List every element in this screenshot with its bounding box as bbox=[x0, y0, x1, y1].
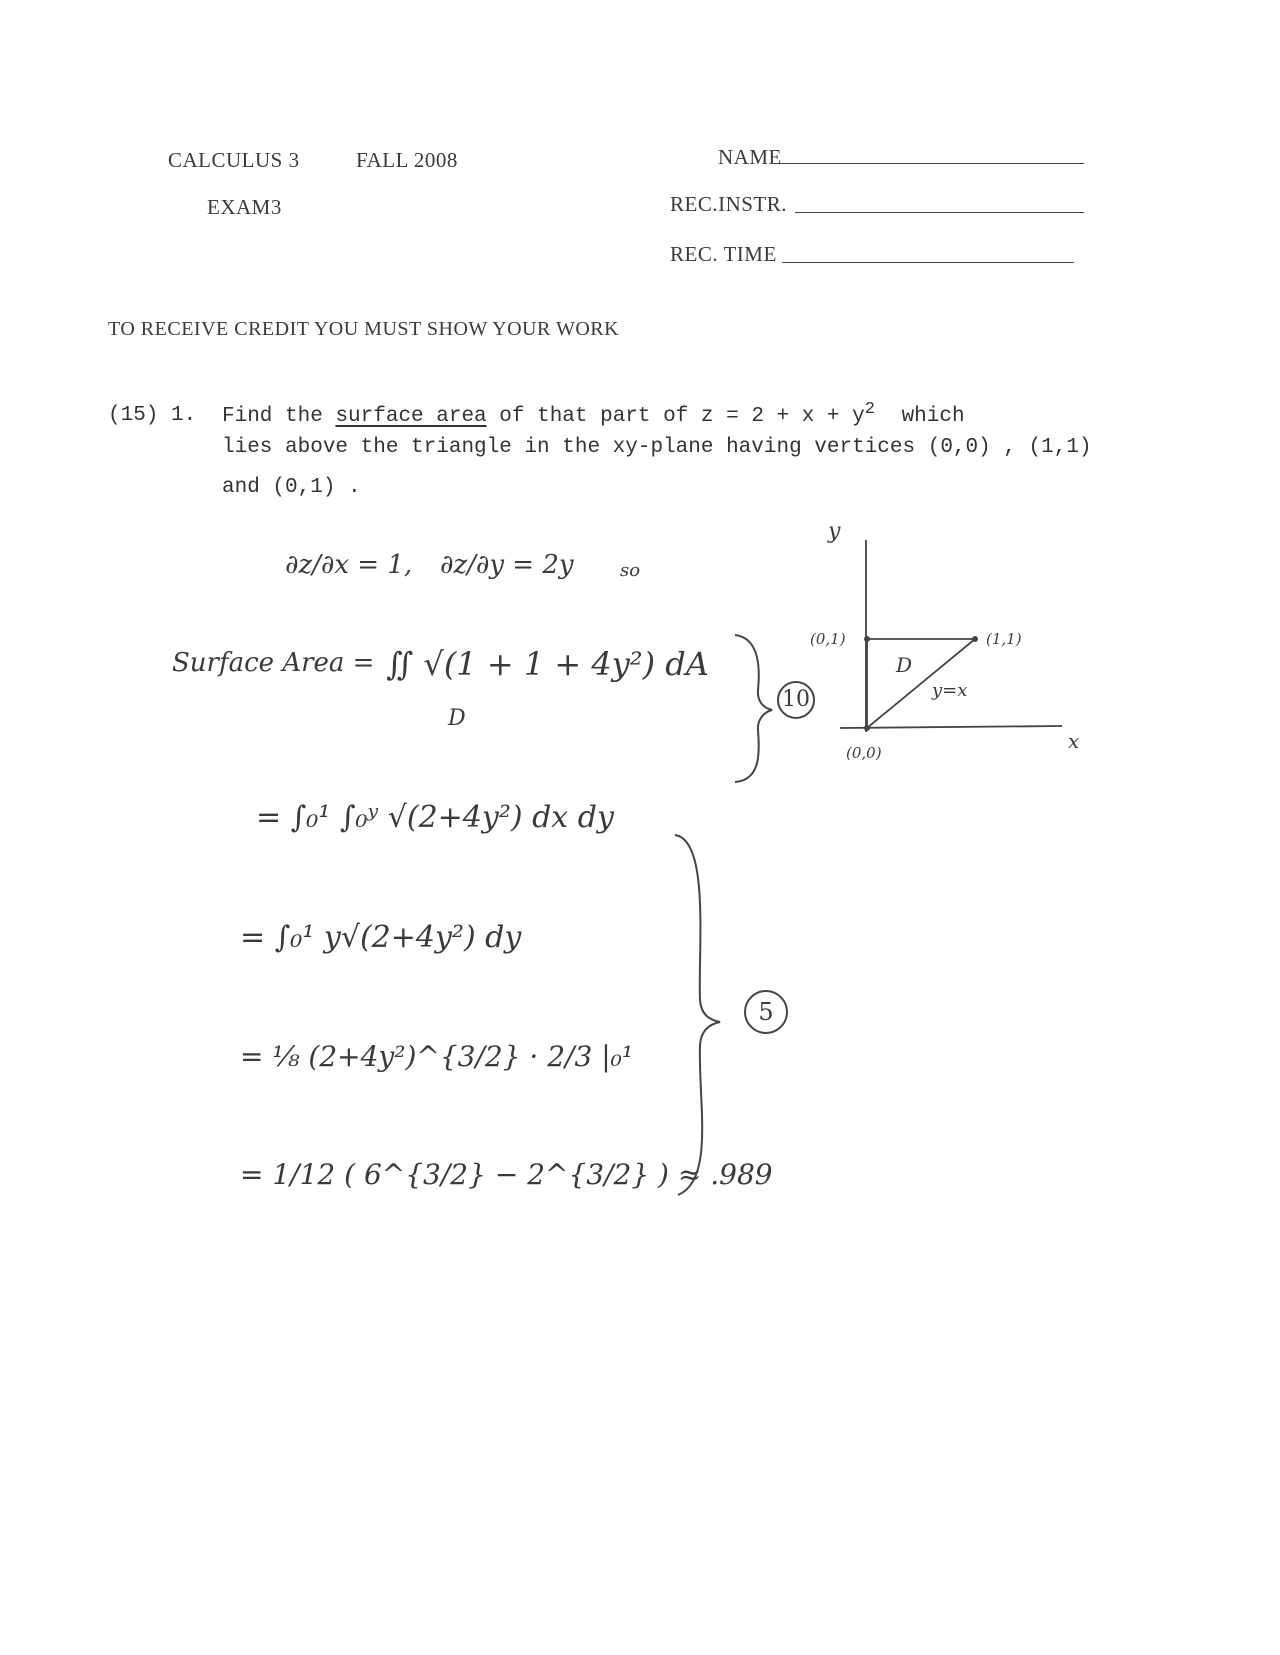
axis-x-label: x bbox=[1068, 729, 1080, 753]
partial-y: ∂z/∂y = 2y bbox=[440, 550, 574, 580]
vertex-1-1 bbox=[972, 636, 978, 642]
problem-line-3: and (0,1) . bbox=[222, 476, 361, 499]
rec-instr-field[interactable] bbox=[795, 212, 1084, 213]
x-axis bbox=[840, 726, 1062, 728]
rec-time-field[interactable] bbox=[782, 262, 1074, 263]
so-word: so bbox=[620, 560, 641, 581]
problem-text: which bbox=[901, 405, 965, 428]
surface-area-term: surface area bbox=[335, 405, 487, 428]
label-0-0: (0,0) bbox=[846, 744, 882, 762]
problem-line-1 bbox=[222, 400, 965, 428]
step-1: = ∫₀¹ ∫₀ʸ √(2+4y²) dx dy bbox=[256, 800, 614, 835]
problem-text: of that part of z = 2 + x + y bbox=[499, 405, 865, 428]
vertex-0-1 bbox=[864, 636, 870, 642]
problem-points: (15) 1. bbox=[108, 404, 197, 427]
exam-number: EXAM3 bbox=[207, 195, 282, 219]
partial-x: ∂z/∂x = 1, bbox=[285, 550, 413, 580]
label-0-1: (0,1) bbox=[810, 630, 846, 648]
instructions: TO RECEIVE CREDIT YOU MUST SHOW YOUR WORK bbox=[108, 318, 620, 340]
course-title: CALCULUS 3 bbox=[168, 148, 300, 172]
region-subscript: D bbox=[448, 706, 466, 731]
region-diagram bbox=[800, 520, 1100, 770]
step-3: = ⅛ (2+4y²)^{3/2} · 2/3 |₀¹ bbox=[240, 1040, 634, 1073]
step-2: = ∫₀¹ y√(2+4y²) dy bbox=[240, 920, 522, 955]
name-label: NAME bbox=[718, 145, 782, 169]
exponent: 2 bbox=[864, 400, 875, 419]
axis-y-label: y bbox=[828, 520, 841, 544]
rec-time-label: REC. TIME bbox=[670, 242, 777, 266]
brace-2 bbox=[670, 830, 750, 1200]
region-label: D bbox=[896, 653, 913, 677]
name-field[interactable] bbox=[772, 163, 1084, 164]
vertex-0-0 bbox=[864, 725, 870, 731]
problem-text: Find the bbox=[222, 405, 323, 428]
surface-area-label: Surface Area = bbox=[172, 648, 375, 678]
step-4: = 1/12 ( 6^{3/2} − 2^{3/2} ) ≈ .989 bbox=[240, 1158, 773, 1191]
label-1-1: (1,1) bbox=[986, 630, 1022, 648]
grade-circle-5: 5 bbox=[744, 990, 788, 1034]
rec-instr-label: REC.INSTR. bbox=[670, 192, 788, 216]
diagonal-label: y=x bbox=[932, 680, 968, 701]
grade-circle-10: 10 bbox=[777, 681, 815, 719]
problem-line-2: lies above the triangle in the xy-plane having vertices (0,0) , (1,1) bbox=[222, 436, 1092, 459]
surface-integral: ∬ √(1 + 1 + 4y²) dA bbox=[386, 645, 709, 683]
exam-term: FALL 2008 bbox=[356, 148, 458, 172]
